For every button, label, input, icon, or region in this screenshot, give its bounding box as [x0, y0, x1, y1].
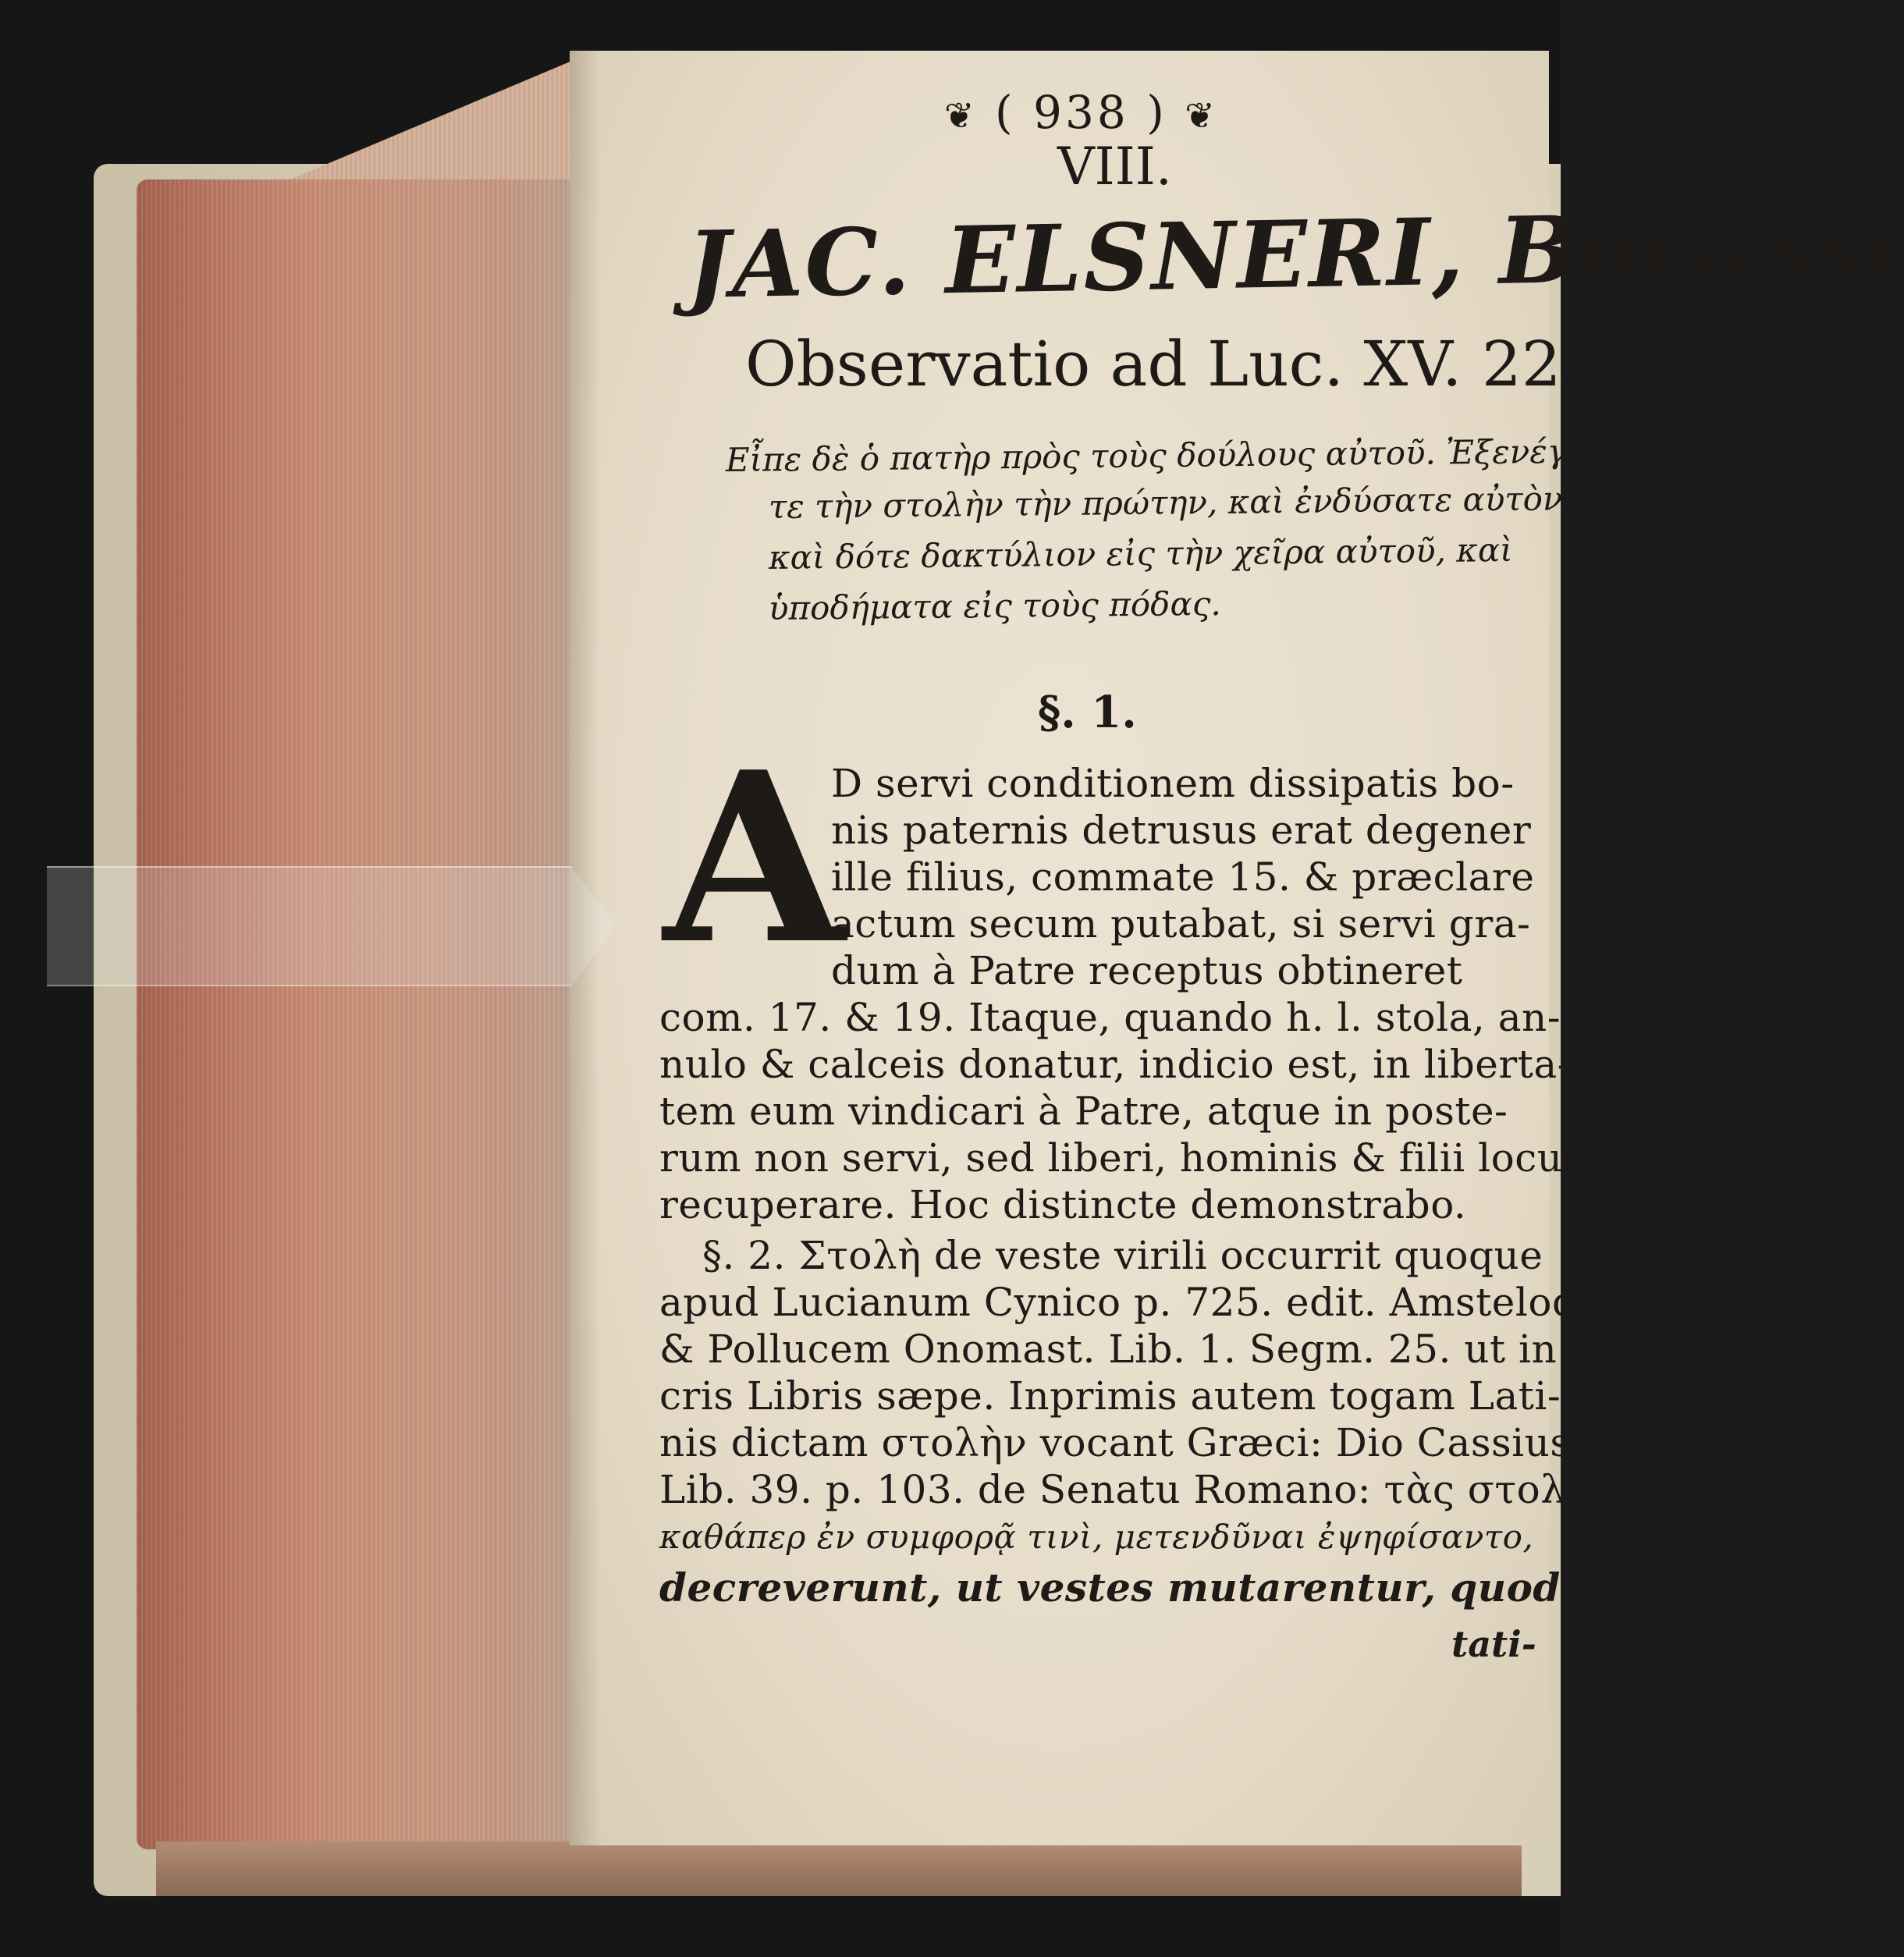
- body-line: cris Libris sæpe. Inprimis autem togam Lati-: [659, 1373, 1561, 1419]
- body-line: actum secum putabat, si servi gra-: [831, 901, 1531, 947]
- page-edges: [137, 179, 574, 1849]
- body-line: §. 2. Στολὴ de veste virili occurrit quoque: [702, 1233, 1543, 1278]
- section-number: VIII.: [1057, 137, 1172, 197]
- greek-verse-line: καὶ δότε δακτύλιον εἰς τὴν χεῖρα αὐτοῦ, καὶ: [768, 531, 1513, 577]
- ornament-right-icon: ❦: [1185, 94, 1218, 137]
- body-line: & Pollucem Onomast. Lib. 1. Segm. 25. ut in Sa-: [659, 1327, 1635, 1372]
- page-number: ( 938 ): [994, 86, 1167, 139]
- body-line: apud Lucianum Cynico p. 725. edit. Amstelod.: [659, 1280, 1590, 1325]
- catchword: tati-: [1451, 1623, 1536, 1665]
- body-line: ille filius, commate 15. & præclare: [831, 854, 1535, 900]
- body-line: dum à Patre receptus obtineret: [831, 948, 1463, 993]
- drop-cap: A: [663, 720, 845, 996]
- page-header: [944, 86, 1218, 139]
- ornament-left-icon: ❦: [944, 94, 978, 137]
- greek-verse-line: ὑποδήματα εἰς τοὺς πόδας.: [768, 584, 1221, 627]
- paragraph-mark: §. 1.: [1038, 687, 1137, 738]
- greek-verse-line: Εἶπε δὲ ὁ πατὴρ πρὸς τοὺς δούλους αὐτοῦ. Ἐξενέγκα-: [725, 431, 1622, 479]
- body-line: D servi conditionem dissipatis bo-: [831, 761, 1515, 806]
- body-line: nis paternis detrusus erat degener: [831, 808, 1532, 853]
- page-edges-bottom: [156, 1842, 1522, 1896]
- body-line: rum non servi, sed liberi, hominis & filii locum: [659, 1135, 1600, 1181]
- body-line: nulo & calceis donatur, indicio est, in liberta-: [659, 1042, 1572, 1087]
- body-line: com. 17. & 19. Itaque, quando h. l. stola, an-: [659, 995, 1561, 1040]
- author-line: JAC. ELSNERI, Borussi: [685, 189, 1904, 319]
- body-line: decreverunt, ut vestes mutarentur, quod in calami-: [659, 1565, 1797, 1611]
- body-line: tem eum vindicari à Patre, atque in poste-: [659, 1089, 1508, 1134]
- body-line: nis dictam στολὴν vocant Græci: Dio Cassius: [659, 1420, 1571, 1465]
- observation-title: Observatio ad Luc. XV. 22.: [745, 328, 1582, 400]
- body-line: καθάπερ ἐν συμφορᾷ τινὶ, μετενδῦναι ἐψηφίσαντο,: [659, 1518, 1534, 1556]
- bookmark-strip: [47, 866, 616, 986]
- body-line: recuperare. Hoc distincte demonstrabo.: [659, 1182, 1467, 1227]
- greek-verse-line: τε τὴν στολὴν τὴν πρώτην, καὶ ἐνδύσατε αὐτὸν,: [768, 479, 1573, 526]
- body-line: Lib. 39. p. 103. de Senatu Romano: τὰς στολὰς,: [659, 1467, 1628, 1512]
